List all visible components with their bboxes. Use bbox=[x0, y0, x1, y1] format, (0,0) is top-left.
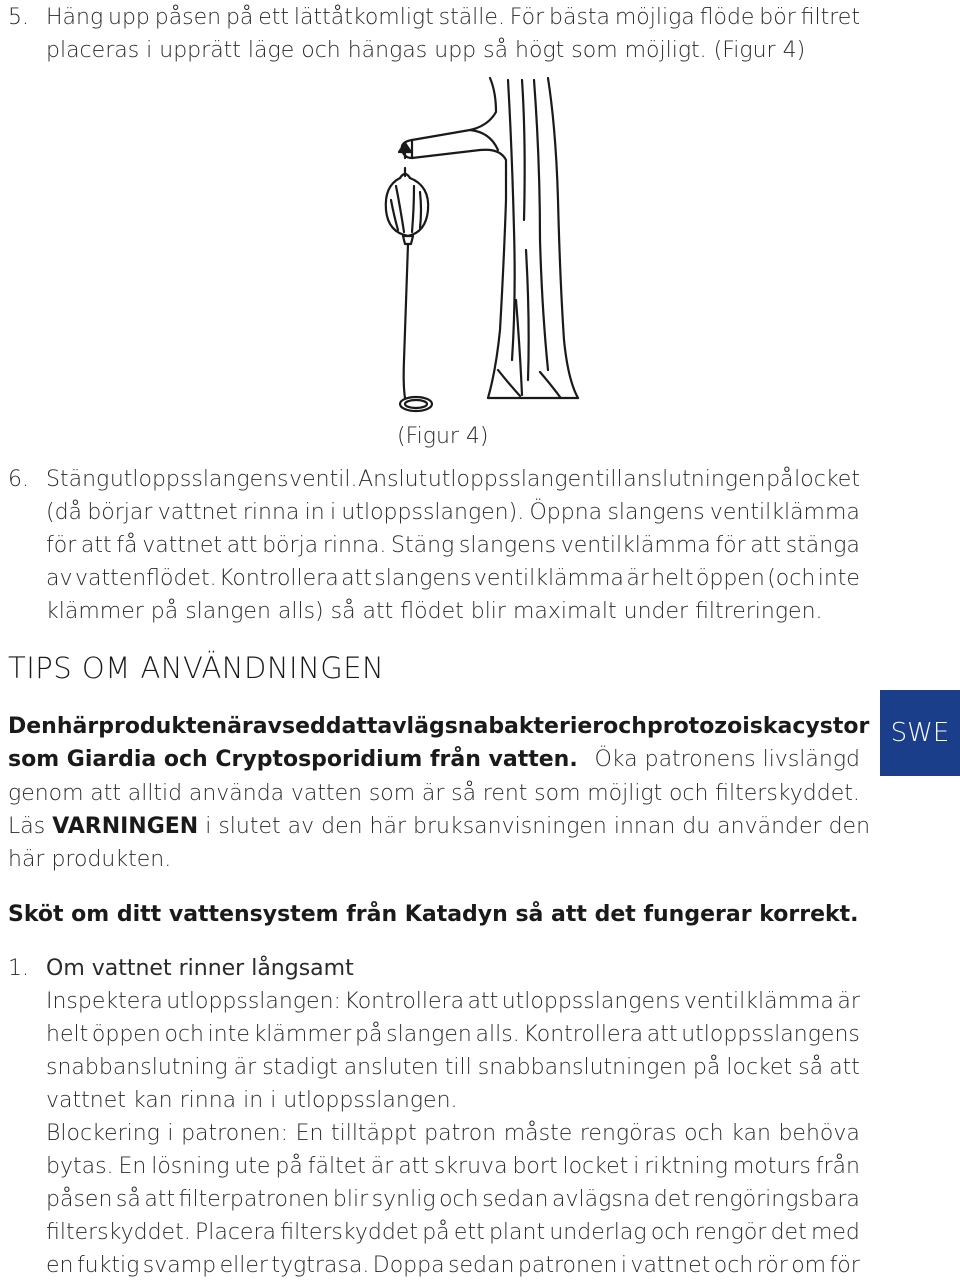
word: vatten bbox=[290, 781, 363, 806]
word: sedan bbox=[482, 1187, 549, 1212]
word: cystor bbox=[792, 714, 870, 739]
word: slangens bbox=[458, 533, 557, 558]
word: ventil. bbox=[289, 467, 358, 492]
item-1-line-8 bbox=[46, 1216, 860, 1249]
word: på bbox=[225, 5, 254, 30]
word: snabbanslutning bbox=[46, 1055, 228, 1080]
word: och bbox=[684, 1121, 724, 1146]
word: så bbox=[451, 781, 477, 806]
step-6-line-2 bbox=[46, 496, 860, 529]
word: ventilklämma bbox=[683, 989, 834, 1014]
word: Häng bbox=[46, 5, 104, 30]
word: på bbox=[766, 467, 794, 492]
word: utloppsslangen bbox=[427, 467, 596, 492]
word: och bbox=[650, 1220, 691, 1245]
item-1-line-9 bbox=[46, 1249, 860, 1282]
word: på bbox=[275, 1154, 303, 1179]
word: Kontrollera bbox=[523, 1022, 644, 1047]
word: bytas. bbox=[46, 1154, 114, 1179]
step-5-number: 5. bbox=[8, 5, 29, 30]
word: moturs bbox=[732, 1154, 811, 1179]
word: utloppsslangen). bbox=[341, 500, 525, 525]
word: ställe. bbox=[438, 5, 505, 30]
word: börja bbox=[262, 533, 319, 558]
tree-trunk-left bbox=[412, 78, 506, 398]
word: filterskyddet. bbox=[46, 1220, 191, 1245]
word: börjar bbox=[87, 500, 153, 525]
word: måste bbox=[503, 1121, 573, 1146]
word: ventilklämma bbox=[709, 500, 860, 525]
word: Blockering bbox=[46, 1121, 160, 1146]
word: öppen bbox=[695, 566, 765, 591]
word: med bbox=[810, 1220, 860, 1245]
word: på bbox=[422, 1220, 450, 1245]
word: rör bbox=[756, 1253, 788, 1278]
word: att bbox=[341, 566, 372, 591]
word: filterskyddet. bbox=[715, 781, 860, 806]
word: från bbox=[815, 1154, 860, 1179]
word: är bbox=[227, 714, 253, 739]
word: locket bbox=[562, 1154, 629, 1179]
word: avsedd bbox=[252, 714, 342, 739]
word: i bbox=[167, 1121, 174, 1146]
word: ett bbox=[258, 5, 290, 30]
word: bör bbox=[759, 5, 796, 30]
word: att bbox=[144, 1187, 176, 1212]
word: är bbox=[370, 1154, 394, 1179]
word: rengöringsbara bbox=[693, 1187, 860, 1212]
word: alltid bbox=[127, 781, 183, 806]
word: locket bbox=[726, 1055, 793, 1080]
word: det bbox=[770, 1220, 807, 1245]
word: på bbox=[692, 1055, 721, 1080]
word: utloppsslangens bbox=[109, 467, 289, 492]
word: och bbox=[713, 1253, 754, 1278]
word: behöva bbox=[778, 1121, 860, 1146]
word: en bbox=[46, 1253, 74, 1278]
word: använda bbox=[188, 781, 285, 806]
word: slangens bbox=[607, 500, 705, 525]
step-6-line-1 bbox=[46, 463, 860, 496]
word: filtret bbox=[800, 5, 860, 30]
step-5-line-2: placeras i upprätt läge och hängas upp så högt som möjligt. (Figur 4) bbox=[46, 38, 806, 63]
word: som bbox=[534, 781, 581, 806]
word: är bbox=[837, 989, 860, 1014]
word: och bbox=[668, 781, 709, 806]
word: rinna bbox=[242, 500, 300, 525]
language-tab-swe: SWE bbox=[880, 690, 960, 776]
word: stänga bbox=[785, 533, 860, 558]
word: in bbox=[304, 500, 325, 525]
word: Öppna bbox=[529, 500, 603, 525]
word: på bbox=[355, 1022, 383, 1047]
tips-line-4-post: i slutet av den här bruksanvisningen innan du använder den bbox=[205, 814, 871, 839]
word: i bbox=[620, 1253, 627, 1278]
word: vattnet bbox=[630, 1253, 711, 1278]
word: (då bbox=[46, 500, 83, 525]
item-1-line-2 bbox=[46, 1018, 860, 1051]
care-heading: Sköt om ditt vattensystem från Katadyn så att det fungerar korrekt. bbox=[8, 902, 859, 927]
word: avlägsna bbox=[552, 1187, 651, 1212]
word: att bbox=[80, 533, 112, 558]
word: Stäng bbox=[391, 533, 455, 558]
word: i bbox=[633, 1154, 640, 1179]
word: av bbox=[46, 566, 73, 591]
word: protozoiska bbox=[646, 714, 793, 739]
word: ett bbox=[453, 1220, 485, 1245]
word: att bbox=[467, 989, 499, 1014]
word: är bbox=[233, 1055, 257, 1080]
word: synlig bbox=[371, 1187, 436, 1212]
tips-bold-line-2: som Giardia och Cryptosporidium från vatten. bbox=[8, 747, 578, 772]
word: tygtrasa. bbox=[271, 1253, 370, 1278]
word: slangens bbox=[374, 566, 472, 591]
word: för bbox=[715, 533, 746, 558]
word: att bbox=[398, 1154, 429, 1179]
word: påsen bbox=[154, 5, 222, 30]
word: patron bbox=[424, 1121, 497, 1146]
word: För bbox=[509, 5, 545, 30]
figure-caption: (Figur 4) bbox=[397, 424, 489, 449]
word: fältet bbox=[307, 1154, 366, 1179]
item-1-line-4: vattnet kan rinna in i utloppsslangen. bbox=[46, 1088, 458, 1113]
word: att bbox=[90, 781, 122, 806]
word: eller bbox=[219, 1253, 268, 1278]
word: rinna. bbox=[322, 533, 387, 558]
word: så bbox=[798, 1055, 824, 1080]
word: om bbox=[791, 1253, 827, 1278]
word: Stäng bbox=[46, 467, 110, 492]
word: påsen bbox=[46, 1187, 113, 1212]
word: är bbox=[421, 781, 445, 806]
word: rengöras bbox=[579, 1121, 677, 1146]
word: att bbox=[341, 714, 378, 739]
word: som bbox=[368, 781, 416, 806]
word: att bbox=[226, 533, 258, 558]
word: få bbox=[116, 533, 138, 558]
word: flöde bbox=[699, 5, 755, 30]
word: plant bbox=[488, 1220, 546, 1245]
word: (och bbox=[767, 566, 816, 591]
word: locket bbox=[794, 467, 860, 492]
word: sedan bbox=[448, 1253, 515, 1278]
word: helt bbox=[46, 1022, 89, 1047]
tips-line-2 bbox=[8, 743, 860, 776]
word: klämmer bbox=[253, 1022, 352, 1047]
word: här bbox=[56, 714, 99, 739]
step-6-line-4 bbox=[46, 562, 860, 595]
word: ute bbox=[234, 1154, 271, 1179]
word: ventilklämma bbox=[560, 533, 711, 558]
item-1-line-6 bbox=[46, 1150, 860, 1183]
figure-4-illustration bbox=[0, 0, 960, 460]
tips-line-4 bbox=[8, 810, 870, 843]
word: produkten bbox=[98, 714, 228, 739]
word: svamp bbox=[142, 1253, 217, 1278]
word: att bbox=[646, 1022, 678, 1047]
word: Placera bbox=[194, 1220, 276, 1245]
word: helt bbox=[651, 566, 694, 591]
word: fuktig bbox=[76, 1253, 140, 1278]
word: skruva bbox=[433, 1154, 508, 1179]
word: Den bbox=[8, 714, 57, 739]
word: är bbox=[626, 566, 649, 591]
word: utloppsslangens bbox=[501, 989, 681, 1014]
tips-line-4-bold: VARNINGEN bbox=[52, 814, 199, 839]
word: för bbox=[46, 533, 77, 558]
tips-heading: TIPS OM ANVÄNDNINGEN bbox=[8, 651, 385, 685]
word: öppen bbox=[91, 1022, 161, 1047]
word: En bbox=[295, 1121, 324, 1146]
word: kan bbox=[731, 1121, 771, 1146]
word: patronen: bbox=[181, 1121, 289, 1146]
word: filterskyddet bbox=[280, 1220, 418, 1245]
word: blir bbox=[332, 1187, 369, 1212]
item-1-line-1 bbox=[46, 985, 860, 1018]
word: att bbox=[829, 1055, 860, 1080]
word: och bbox=[164, 1022, 204, 1047]
word: stadigt bbox=[262, 1055, 338, 1080]
tips-line-4-pre: Läs bbox=[8, 814, 46, 839]
tips-line-3 bbox=[8, 777, 860, 810]
word: Inspektera bbox=[46, 989, 163, 1014]
item-1-number: 1. bbox=[8, 956, 29, 981]
word: till bbox=[595, 467, 623, 492]
item-1-line-7 bbox=[46, 1183, 860, 1216]
word: inte bbox=[817, 566, 860, 591]
word: anslutningen bbox=[623, 467, 766, 492]
word: att bbox=[750, 533, 782, 558]
word: och bbox=[603, 714, 647, 739]
word: Kontrollera bbox=[344, 989, 465, 1014]
word: rengör bbox=[694, 1220, 767, 1245]
word: i bbox=[330, 500, 337, 525]
word: bakterier bbox=[488, 714, 604, 739]
tree-trunk-right bbox=[548, 78, 578, 398]
word: det bbox=[653, 1187, 690, 1212]
word: vattnet bbox=[142, 533, 223, 558]
step-6-line-5: klämmer på slangen alls) så att flödet blir maximalt under filtreringen. bbox=[46, 599, 823, 624]
word: snabbanslutningen bbox=[477, 1055, 687, 1080]
word: ventilklämma bbox=[473, 566, 624, 591]
tips-bold-line-1 bbox=[8, 710, 870, 743]
word: för bbox=[829, 1253, 860, 1278]
word: möjliga bbox=[614, 5, 695, 30]
word: till bbox=[444, 1055, 472, 1080]
item-1-title: Om vattnet rinner långsamt bbox=[46, 956, 354, 981]
word: bästa bbox=[549, 5, 611, 30]
item-1-line-3 bbox=[46, 1051, 860, 1084]
word: Doppa bbox=[372, 1253, 445, 1278]
outlet-hose bbox=[404, 244, 408, 398]
word: En bbox=[118, 1154, 147, 1179]
word: alls. bbox=[475, 1022, 520, 1047]
word: ansluten bbox=[343, 1055, 439, 1080]
word: så bbox=[115, 1187, 141, 1212]
word: rent bbox=[482, 781, 528, 806]
word: riktning bbox=[644, 1154, 728, 1179]
hook-arrow bbox=[399, 143, 411, 152]
word: underlag bbox=[549, 1220, 647, 1245]
word: genom bbox=[8, 781, 84, 806]
word: möjligt bbox=[587, 781, 663, 806]
word: tilltäppt bbox=[330, 1121, 417, 1146]
step-6-line-3 bbox=[46, 529, 860, 562]
tips-line-5: här produkten. bbox=[8, 847, 172, 872]
word: patronen bbox=[517, 1253, 618, 1278]
word: slangen bbox=[386, 1022, 472, 1047]
word: inte bbox=[207, 1022, 250, 1047]
word: Anslut bbox=[358, 467, 428, 492]
word: avlägsna bbox=[377, 714, 489, 739]
tips-line-2-rest: Öka patronens livslängd bbox=[594, 747, 860, 772]
word: upp bbox=[108, 5, 150, 30]
word: Kontrollera bbox=[219, 566, 339, 591]
word: vattenflödet. bbox=[74, 566, 217, 591]
item-1-line-5 bbox=[46, 1117, 860, 1150]
word: utloppsslangen: bbox=[166, 989, 341, 1014]
word: vattnet bbox=[157, 500, 238, 525]
word: och bbox=[439, 1187, 479, 1212]
word: utloppsslangens bbox=[681, 1022, 860, 1047]
word: filterpatronen bbox=[178, 1187, 330, 1212]
word: bort bbox=[512, 1154, 558, 1179]
step-6-number: 6. bbox=[8, 467, 29, 492]
word: lösning bbox=[151, 1154, 230, 1179]
word: lättåtkomligt bbox=[293, 5, 434, 30]
